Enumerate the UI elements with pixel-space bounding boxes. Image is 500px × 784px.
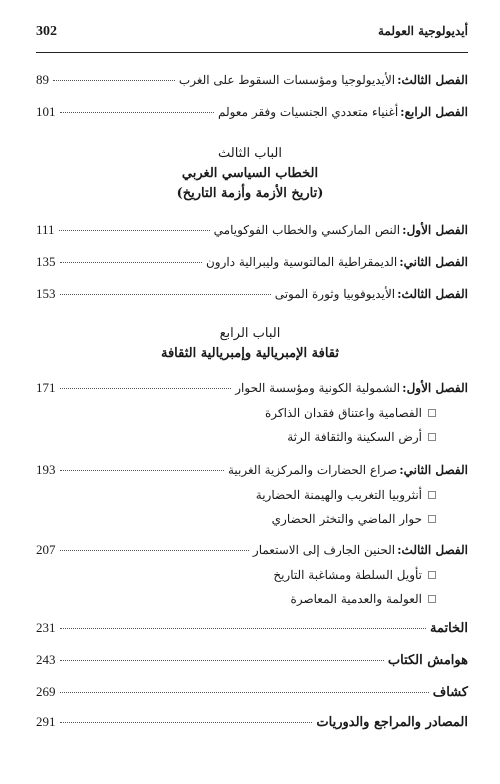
leader-dots [60, 692, 429, 693]
chapter-title: الأيديولوجيا ومؤسسات السقوط على الغرب [178, 73, 396, 87]
toc-row[interactable] [36, 104, 468, 124]
page-ref: 269 [36, 684, 56, 699]
chapter-title: الحنين الجارف إلى الاستعمار [252, 543, 396, 557]
section-title: أرض السكينة والثقافة الرثة [287, 430, 422, 444]
leader-dots [60, 550, 249, 551]
section-item[interactable] [256, 488, 436, 502]
section-item[interactable] [273, 568, 436, 582]
toc-row[interactable] [36, 620, 468, 640]
toc-row[interactable] [36, 254, 468, 274]
leader-dots [60, 470, 225, 471]
section-item[interactable] [291, 592, 436, 606]
page-ref: 101 [36, 104, 56, 119]
running-title: أيديولوجية العولمة [377, 24, 468, 38]
chapter-title: أغنياء متعددي الجنسيات وفقر معولم [217, 105, 399, 119]
section-label: هوامش الكتاب [387, 653, 468, 668]
square-bullet-icon [428, 595, 436, 603]
part-heading: الباب الرابع [219, 326, 281, 341]
square-bullet-icon [428, 515, 436, 523]
toc-row[interactable] [36, 462, 468, 482]
page-ref: 207 [36, 542, 56, 557]
leader-dots [60, 660, 384, 661]
leader-dots [60, 294, 271, 295]
square-bullet-icon [428, 571, 436, 579]
toc-row[interactable] [36, 542, 468, 562]
toc-row[interactable] [36, 380, 468, 400]
section-title: العولمة والعدمية المعاصرة [290, 592, 422, 606]
page-header [36, 24, 468, 48]
page-ref: 153 [36, 286, 56, 301]
leader-dots [60, 628, 426, 629]
leader-dots [60, 388, 232, 389]
section-item[interactable] [265, 406, 436, 420]
chapter-label: الفصل الثالث: [397, 543, 468, 557]
page-ref: 171 [36, 380, 56, 395]
square-bullet-icon [428, 433, 436, 441]
section-label: الخاتمة [429, 621, 468, 636]
page-ref: 89 [36, 72, 49, 87]
square-bullet-icon [428, 409, 436, 417]
toc-row[interactable] [36, 286, 468, 306]
toc-row[interactable] [36, 72, 468, 92]
chapter-title: صراع الحضارات والمركزية الغربية [228, 463, 398, 477]
header-rule [36, 52, 468, 53]
chapter-title: الأيديوفوبيا وثورة الموتى [274, 287, 396, 301]
chapter-title: الشمولية الكونية ومؤسسة الحوار [235, 381, 401, 395]
chapter-label: الفصل الثالث: [397, 73, 468, 87]
section-title: حوار الماضي والتخثر الحضاري [271, 512, 422, 526]
leader-dots [60, 722, 313, 723]
page-ref: 291 [36, 714, 56, 729]
part-subtitle: (تاريخ الأزمة وأزمة التاريخ) [176, 186, 324, 201]
section-title: أنثروبيا التغريب والهيمنة الحضارية [255, 488, 422, 502]
chapter-title: الديمقراطية المالتوسية وليبرالية دارون [205, 255, 398, 269]
part-heading: الباب الثالث [217, 146, 282, 161]
page-number: 302 [36, 24, 57, 39]
chapter-label: الفصل الرابع: [400, 105, 468, 119]
part-title: الخطاب السياسي الغربي [181, 166, 319, 181]
toc-row[interactable] [36, 684, 468, 704]
page-ref: 111 [36, 222, 55, 237]
section-item[interactable] [272, 512, 436, 526]
toc-row[interactable] [36, 222, 468, 242]
page-ref: 193 [36, 462, 56, 477]
page-ref: 243 [36, 652, 56, 667]
chapter-label: الفصل الثالث: [397, 287, 468, 301]
leader-dots [59, 230, 210, 231]
part-title: ثقافة الإمبريالية وإمبريالية الثقافة [160, 346, 340, 361]
chapter-label: الفصل الثاني: [399, 463, 468, 477]
page-ref: 135 [36, 254, 56, 269]
toc-row[interactable] [36, 652, 468, 672]
leader-dots [60, 262, 202, 263]
page-ref: 231 [36, 620, 56, 635]
section-label: كشاف [432, 685, 468, 700]
section-item[interactable] [287, 430, 436, 444]
leader-dots [60, 112, 214, 113]
chapter-label: الفصل الأول: [402, 223, 468, 237]
leader-dots [53, 80, 175, 81]
chapter-label: الفصل الأول: [402, 381, 468, 395]
toc-row[interactable] [36, 714, 468, 734]
square-bullet-icon [428, 491, 436, 499]
section-title: تأويل السلطة ومشاغبة التاريخ [273, 568, 422, 582]
chapter-title: النص الماركسي والخطاب الفوكويامي [213, 223, 401, 237]
section-label: المصادر والمراجع والدوريات [316, 715, 468, 730]
chapter-label: الفصل الثاني: [399, 255, 468, 269]
section-title: الفصامية واعتناق فقدان الذاكرة [264, 406, 422, 420]
